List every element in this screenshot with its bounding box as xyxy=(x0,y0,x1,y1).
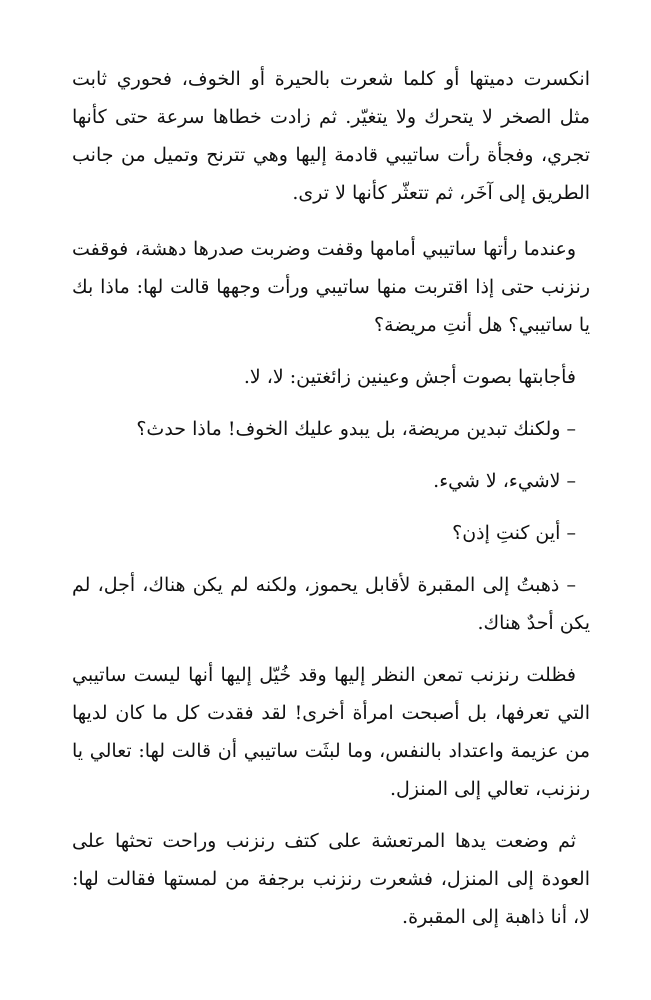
paragraph-2: وعندما رأتها ساتيبي أمامها وقفت وضربت صدرها دهشة، فوقفت رنزنب حتى إذا اقتربت منها ساتيبي ورأت وجهها قالت لها: ماذا بك يا ساتيبي؟ هل أنتِ مريضة؟ xyxy=(72,238,590,336)
dialogue-line-2: – لاشيء، لا شيء. xyxy=(433,470,576,492)
book-page xyxy=(72,60,590,936)
paragraph-3: فأجابتها بصوت أجش وعينين زائغتين: لا، لا. xyxy=(243,366,576,388)
dialogue-line-4: – ذهبتُ إلى المقبرة لأقابل يحموز، ولكنه لم يكن هناك، أجل، لم يكن أحدٌ هناك. xyxy=(72,574,590,634)
dialogue-line-1: – ولكنك تبدين مريضة، بل يبدو عليك الخوف! ماذا حدث؟ xyxy=(136,418,576,440)
paragraph-1: انكسرت دميتها أو كلما شعرت بالحيرة أو الخوف، فحوري ثابت مثل الصخر لا يتحرك ولا يتغيّر. ثم زادت خطاها سرعة حتى كأنها تجري، وفجأة رأت ساتيبي قادمة إليها وهي تترنح وتميل من جانب الطريق إلى آخَر، ثم تتعثّر كأنها لا ترى. xyxy=(72,68,590,204)
paragraph-4: فظلت رنزنب تمعن النظر إليها وقد خُيّل إليها أنها ليست ساتيبي التي تعرفها، بل أصبحت امرأة أخرى! لقد فقدت كل ما كان لديها من عزيمة واعتداد بالنفس، وما لبثَت ساتيبي أن قالت لها: تعالي يا رنزنب، تعالي إلى المنزل. xyxy=(72,664,590,800)
dialogue-line-3: – أين كنتِ إذن؟ xyxy=(452,522,576,544)
paragraph-5: ثم وضعت يدها المرتعشة على كتف رنزنب وراحت تحثها على العودة إلى المنزل، فشعرت رنزنب برجفة من لمستها فقالت لها: لا، أنا ذاهبة إلى المقبرة. xyxy=(72,830,590,928)
